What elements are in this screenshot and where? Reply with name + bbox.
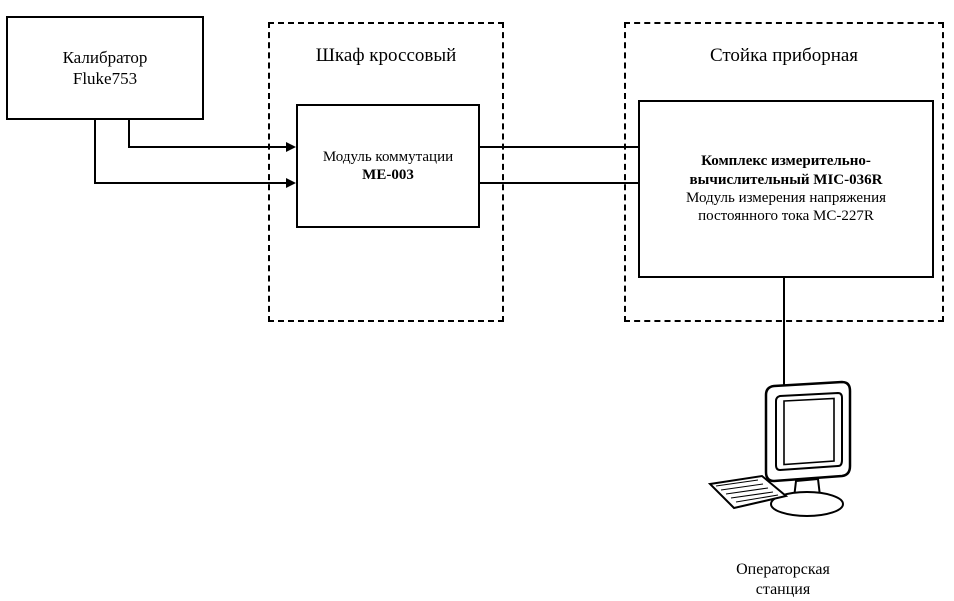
arrowhead-calibrator-upper xyxy=(286,142,296,152)
connector-module-upper xyxy=(478,146,642,148)
workstation-illustration xyxy=(690,378,880,538)
block-measuring-complex-line-1: Комплекс измерительно- xyxy=(701,153,871,170)
connector-calibrator-lower-vertical xyxy=(94,120,96,184)
workstation-caption xyxy=(683,560,883,600)
block-switching-module xyxy=(296,104,480,228)
block-calibrator-line-2: Fluke753 xyxy=(72,69,138,88)
block-measuring-complex-line-4: постоянного тока MC-227R xyxy=(698,208,874,225)
group-instrument-rack-title: Стойка приборная xyxy=(709,45,859,66)
connector-calibrator-upper-vertical xyxy=(128,120,130,148)
arrowhead-calibrator-lower xyxy=(286,178,296,188)
block-calibrator-line-1: Калибратор xyxy=(62,47,148,67)
block-calibrator xyxy=(6,16,204,120)
workstation-caption-line-2: станция xyxy=(755,581,811,598)
group-cross-cabinet-title: Шкаф кроссовый xyxy=(315,45,457,66)
connector-module-lower xyxy=(478,182,642,184)
workstation-caption-line-1: Операторская xyxy=(736,561,830,578)
workstation-svg xyxy=(690,378,880,538)
block-measuring-complex xyxy=(638,100,934,278)
block-switching-module-line-1: Модуль коммутации xyxy=(322,148,454,165)
connector-complex-to-workstation xyxy=(783,278,785,388)
connector-calibrator-upper-horizontal xyxy=(128,146,288,148)
block-measuring-complex-line-2: вычислительный MIC-036R xyxy=(689,171,883,188)
block-switching-module-line-2: МЕ-003 xyxy=(362,167,414,183)
connector-calibrator-lower-horizontal xyxy=(94,182,288,184)
block-measuring-complex-line-3: Модуль измерения напряжения xyxy=(685,190,887,206)
